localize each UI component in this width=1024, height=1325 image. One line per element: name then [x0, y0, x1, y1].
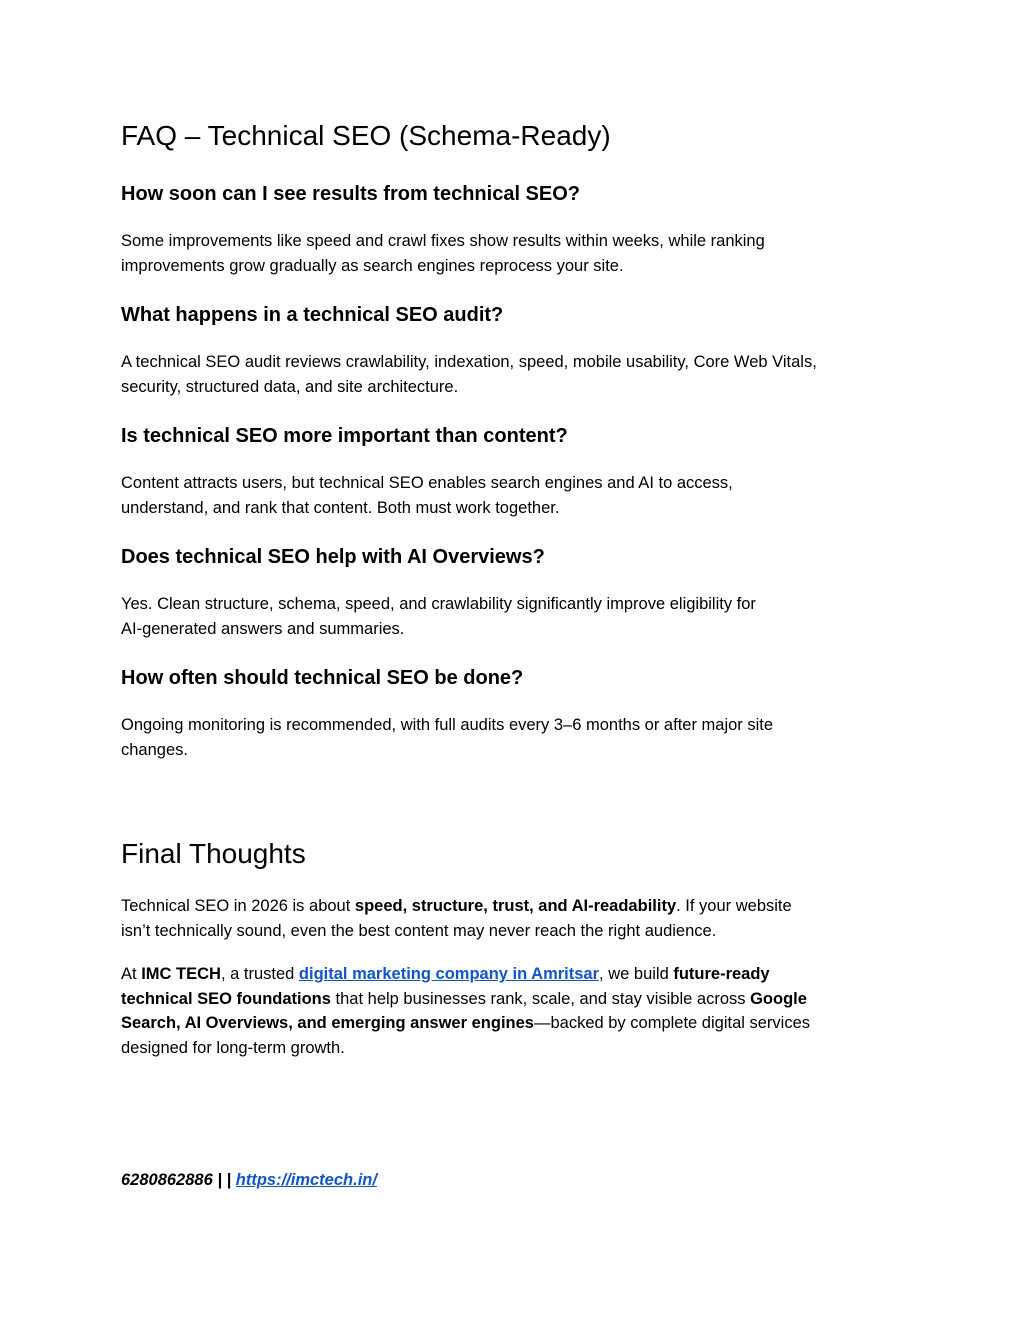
faq-question-5: How often should technical SEO be done?: [121, 667, 524, 689]
faq-answer-1-line-2: improvements grow gradually as search engines reprocess your site.: [121, 256, 624, 275]
bold-text-run: Search, AI Overviews, and emerging answer engines: [121, 1014, 534, 1032]
faq-question-2: What happens in a technical SEO audit?: [121, 304, 504, 326]
final-paragraph-2: [121, 962, 906, 1060]
faq-answer-2-line-2: security, structured data, and site architecture.: [121, 377, 459, 396]
final-paragraph-2-line-3: [121, 1011, 906, 1036]
faq-answer-5-line-1: Ongoing monitoring is recommended, with full audits every 3–6 months or after major site: [121, 716, 774, 734]
bold-text-run: future-ready: [673, 965, 770, 983]
faq-answer-5-line-2: changes.: [121, 740, 188, 759]
faq-answer-1-line-1: Some improvements like speed and crawl fixes show results within weeks, while ranking: [121, 232, 765, 250]
website-link[interactable]: https://imctech.in/: [235, 1171, 377, 1189]
company-name: IMC TECH: [141, 965, 221, 983]
final-paragraph-2-line-2: [121, 987, 906, 1012]
footer-contact: [121, 1168, 377, 1192]
text-run: . If your website: [676, 897, 792, 915]
faq-answer-3: [121, 471, 906, 520]
phone-number: 6280862886: [121, 1171, 213, 1189]
text-run: —backed by complete digital services: [533, 1014, 811, 1032]
faq-answer-3-line-1: Content attracts users, but technical SEO enables search engines and AI to access,: [121, 474, 733, 492]
faq-question-4: Does technical SEO help with AI Overviews?: [121, 546, 545, 568]
footer-separator: | |: [212, 1171, 236, 1189]
faq-answer-4-line-1: Yes. Clean structure, schema, speed, and crawlability significantly improve eligibility for: [121, 595, 756, 613]
text-run: that help businesses rank, scale, and stay visible across: [330, 989, 751, 1008]
final-thoughts-title: Final Thoughts: [121, 838, 306, 869]
final-paragraph-1: [121, 894, 906, 943]
bold-text-run: technical SEO foundations: [121, 989, 331, 1008]
faq-answer-3-line-2: understand, and rank that content. Both must work together.: [121, 498, 560, 517]
faq-title: FAQ – Technical SEO (Schema-Ready): [121, 120, 611, 151]
faq-answer-4: [121, 592, 906, 641]
text-run: , we build: [599, 965, 674, 983]
faq-answer-4-line-2: AI-generated answers and summaries.: [121, 619, 405, 638]
faq-answer-1: [121, 229, 906, 278]
text-run: , a trusted: [220, 965, 299, 983]
faq-question-1: How soon can I see results from technical SEO?: [121, 183, 581, 205]
faq-answer-2-line-1: A technical SEO audit reviews crawlability, indexation, speed, mobile usability, Core Web Vitals,: [121, 353, 817, 371]
faq-answer-5: [121, 713, 906, 762]
bold-text-run: Google: [750, 989, 807, 1008]
final-paragraph-2-line-1: [121, 962, 906, 987]
final-paragraph-1-line-2: isn’t technically sound, even the best content may never reach the right audience.: [121, 921, 717, 940]
bold-text-run: speed, structure, trust, and AI-readability: [354, 897, 677, 915]
digital-marketing-company-link[interactable]: digital marketing company in Amritsar: [298, 965, 600, 983]
text-run: Technical SEO in 2026 is about: [121, 897, 355, 915]
text-run: At: [121, 965, 142, 983]
final-paragraph-2-line-4: designed for long-term growth.: [121, 1038, 345, 1057]
final-paragraph-1-line-1: [121, 894, 906, 919]
faq-answer-2: [121, 350, 906, 399]
faq-question-3: Is technical SEO more important than content?: [121, 425, 568, 447]
